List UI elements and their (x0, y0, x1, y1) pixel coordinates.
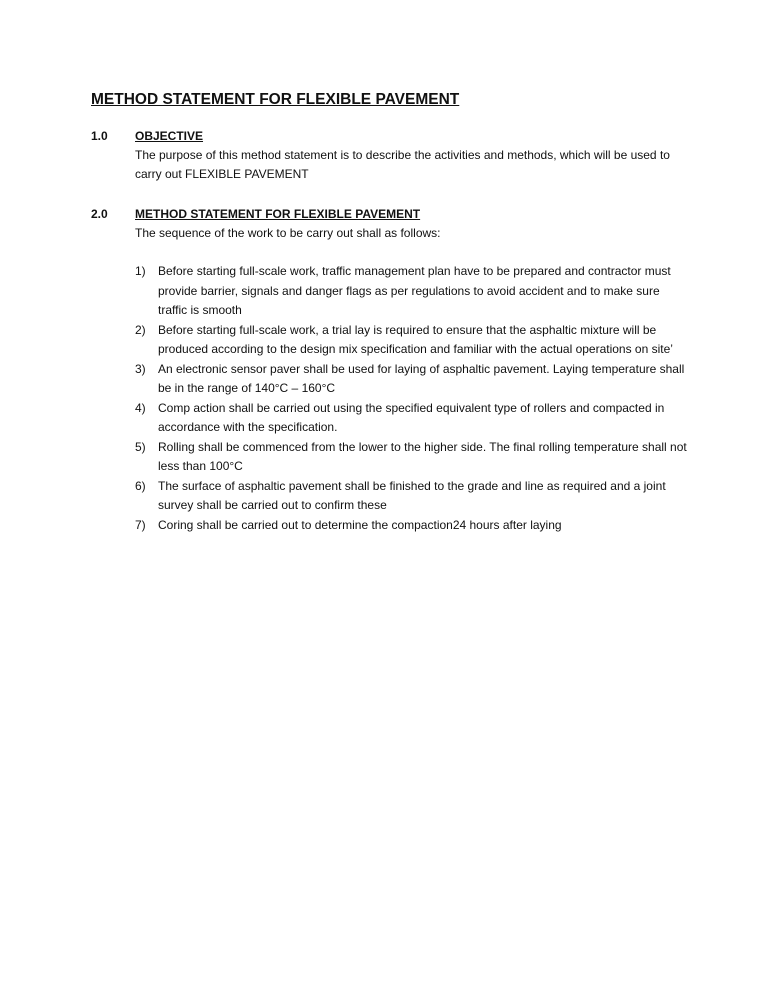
section-text: The purpose of this method statement is to describe the activities and methods, which will be used to carry out FLEXIBLE PAVEMENT (135, 148, 670, 181)
procedure-step (135, 321, 690, 360)
section-number: 2.0 (91, 207, 108, 221)
step-text: Before starting full-scale work, traffic management plan have to be prepared and contractor must provide barrier, signals and danger flags as per regulations to avoid accident and to make sure traffic is smooth (158, 264, 671, 317)
step-text: Before starting full-scale work, a trial lay is required to ensure that the asphaltic mixture will be produced according to the design mix specification and familiar with the actual operations on site’ (158, 322, 673, 356)
procedure-step (135, 477, 690, 516)
section-heading: OBJECTIVE (135, 129, 204, 143)
procedure-step (135, 262, 690, 321)
procedure-steps-list (135, 262, 690, 535)
procedure-step (135, 516, 690, 536)
step-text: Coring shall be carried out to determine the compaction24 hours after laying (158, 517, 562, 532)
step-text: The surface of asphaltic pavement shall be finished to the grade and line as required and a joint survey shall be carried out to confirm these (158, 478, 666, 512)
procedure-step (135, 438, 690, 477)
step-number: 7) (135, 517, 146, 532)
section-body (135, 205, 681, 243)
section-text: The sequence of the work to be carry out shall as follows: (135, 226, 441, 240)
procedure-step (135, 360, 690, 399)
step-number: 2) (135, 322, 146, 337)
step-number: 1) (135, 264, 146, 278)
section-body (135, 127, 681, 184)
section-number: 1.0 (91, 129, 108, 143)
step-number: 4) (135, 400, 146, 415)
document-title: METHOD STATEMENT FOR FLEXIBLE PAVEMENT (91, 91, 460, 108)
step-number: 5) (135, 439, 146, 454)
step-text: Rolling shall be commenced from the lower to the higher side. The final rolling temperature shall not less than 100°C (158, 439, 687, 473)
procedure-step (135, 399, 690, 438)
step-number: 3) (135, 361, 146, 376)
section-heading: METHOD STATEMENT FOR FLEXIBLE PAVEMENT (135, 207, 421, 221)
step-text: Comp action shall be carried out using the specified equivalent type of rollers and compacted in accordance with the specification. (158, 400, 665, 434)
step-number: 6) (135, 478, 146, 493)
step-text: An electronic sensor paver shall be used for laying of asphaltic pavement. Laying temperature shall be in the range of 140°C – 160°C (158, 361, 685, 395)
